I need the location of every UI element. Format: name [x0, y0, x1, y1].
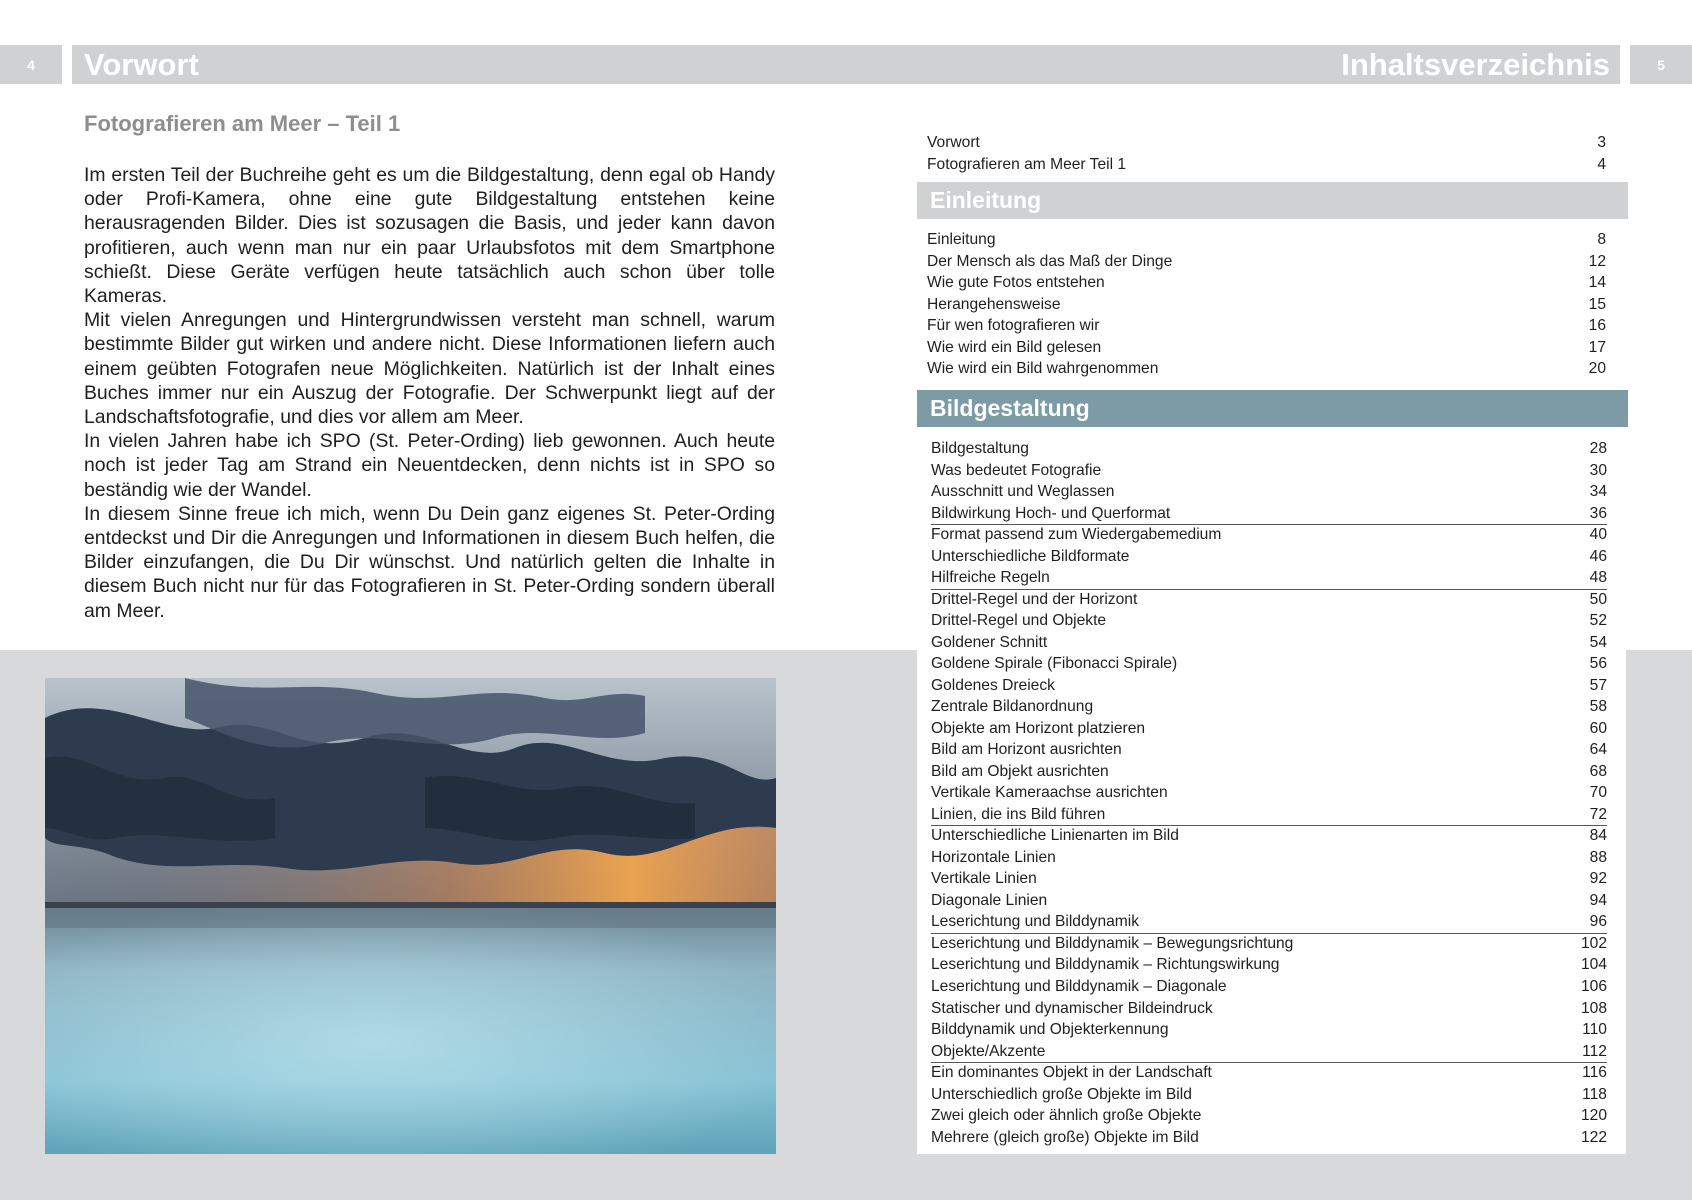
- toc-entry-page: 40: [1589, 526, 1607, 544]
- toc-entry[interactable]: [931, 1127, 1607, 1149]
- toc-entry-title: Bildwirkung Hoch- und Querformat: [931, 504, 1171, 522]
- toc-entry[interactable]: [931, 632, 1607, 654]
- toc-entry-title: Vertikale Linien: [931, 870, 1037, 888]
- toc-entry-title: Für wen fotografieren wir: [927, 317, 1100, 334]
- toc-entry-page: 116: [1582, 1064, 1607, 1082]
- toc-entry-page: 48: [1589, 569, 1607, 587]
- toc-entry[interactable]: [931, 933, 1607, 955]
- toc-section-header-einleitung: Einleitung: [917, 182, 1628, 219]
- toc-entry-page: 72: [1589, 805, 1607, 823]
- toc-entry[interactable]: [931, 653, 1607, 675]
- toc-entry-page: 8: [1597, 231, 1606, 248]
- toc-entry-title: Goldene Spirale (Fibonacci Spirale): [931, 655, 1178, 673]
- toc-entry-title: Wie gute Fotos entstehen: [927, 274, 1105, 291]
- foreword-paragraph: Mit vielen Anregungen und Hintergrundwissen versteht man schnell, warum bestimmte Bilder gut wirken und andere nicht. Diese Informationen liefern auch einem geübten Fotografen neue Möglichkeiten. Natürlich ist der Inhalt eines Buches immer nur ein Auszug der Fotografie. Der Schwerpunkt liegt auf der Landschaftsfotografie, und dies vor allem am Meer.: [84, 309, 775, 429]
- toc-entry-title: Wie wird ein Bild wahrgenommen: [927, 360, 1159, 377]
- toc-entry-title: Format passend zum Wiedergabemedium: [931, 526, 1222, 544]
- toc-entry-page: 3: [1597, 134, 1606, 151]
- toc-entry-title: Statischer und dynamischer Bildeindruck: [931, 999, 1213, 1017]
- toc-entry-title: Leserichtung und Bilddynamik: [931, 913, 1140, 931]
- toc-entry-title: Unterschiedliche Bildformate: [931, 547, 1130, 565]
- toc-entry-title: Fotografieren am Meer Teil 1: [927, 155, 1127, 173]
- toc-entry-title: Vorwort: [927, 134, 980, 151]
- toc-entry-page: 15: [1588, 295, 1606, 313]
- toc-entry-page: 57: [1589, 676, 1607, 694]
- toc-entry[interactable]: [927, 229, 1606, 251]
- toc-entry[interactable]: [931, 460, 1607, 482]
- toc-entry-title: Herangehensweise: [927, 295, 1061, 313]
- toc-entry-title: Mehrere (gleich große) Objekte im Bild: [931, 1128, 1199, 1146]
- toc-entry[interactable]: [931, 1084, 1607, 1106]
- foreword-paragraph: In diesem Sinne freue ich mich, wenn Du Dein ganz eigenes St. Peter-Ording entdeckst und Dir die Anregungen und Informationen in diesem Buch helfen, die Bilder einzufangen, die Du Dir wünschst. Und natürlich gelten die Inhalte in diesem Buch nicht nur für das Fotografieren in St. Peter-Ording sondern überall am Meer.: [84, 502, 775, 622]
- toc-entry-title: Diagonale Linien: [931, 891, 1048, 909]
- toc-entry[interactable]: [931, 1105, 1607, 1127]
- toc-entry-page: 122: [1580, 1128, 1607, 1146]
- toc-entry[interactable]: [931, 567, 1607, 590]
- toc-entry[interactable]: [927, 272, 1606, 294]
- toc-entry-page: 30: [1589, 461, 1607, 479]
- toc-entry[interactable]: [931, 438, 1607, 460]
- toc-entry-title: Vertikale Kameraachse ausrichten: [931, 784, 1168, 802]
- toc-entry[interactable]: [931, 976, 1607, 998]
- toc-entry-title: Bild am Objekt ausrichten: [931, 762, 1109, 780]
- toc-entry-page: 64: [1589, 741, 1607, 759]
- toc-entry-page: 70: [1589, 784, 1607, 802]
- seascape-photo-graphic: [45, 678, 776, 1154]
- toc-entry-page: 60: [1589, 719, 1607, 737]
- toc-entry-title: Horizontale Linien: [931, 848, 1056, 866]
- toc-entry-title: Zentrale Bildanordnung: [931, 698, 1094, 716]
- toc-section-header-bildgestaltung: Bildgestaltung: [917, 390, 1628, 427]
- toc-entry-title: Objekte/Akzente: [931, 1042, 1046, 1060]
- toc-entry-page: 36: [1589, 504, 1607, 522]
- toc-entry[interactable]: [931, 481, 1607, 503]
- toc-entry-title: Objekte am Horizont platzieren: [931, 719, 1146, 737]
- toc-entry-page: 68: [1589, 762, 1607, 780]
- toc-entry-page: 56: [1589, 655, 1607, 673]
- toc-entry-title: Leserichtung und Bilddynamik – Bewegungsrichtung: [931, 934, 1294, 952]
- toc-entry[interactable]: [927, 154, 1606, 176]
- toc-entry[interactable]: [931, 739, 1607, 761]
- toc-entry-title: Goldener Schnitt: [931, 633, 1048, 651]
- toc-entry-title: Leserichtung und Bilddynamik – Diagonale: [931, 978, 1227, 995]
- toc-entry[interactable]: [931, 998, 1607, 1020]
- foreword-subtitle: Fotografieren am Meer – Teil 1: [84, 111, 401, 136]
- toc-entry-title: Der Mensch als das Maß der Dinge: [927, 252, 1173, 270]
- toc-entry-title: Hilfreiche Regeln: [931, 569, 1050, 587]
- toc-entry[interactable]: [931, 675, 1607, 697]
- toc-entry[interactable]: [931, 825, 1607, 847]
- toc-entry-title: Unterschiedlich große Objekte im Bild: [931, 1085, 1192, 1103]
- toc-entry-page: 106: [1580, 978, 1607, 995]
- toc-entry-page: 104: [1580, 956, 1607, 974]
- toc-entry[interactable]: [931, 804, 1607, 827]
- toc-entry-title: Drittel-Regel und der Horizont: [931, 590, 1138, 608]
- toc-entry-title: Bild am Horizont ausrichten: [931, 741, 1122, 759]
- toc-entry-page: 92: [1589, 870, 1607, 888]
- toc-entry-page: 120: [1580, 1107, 1607, 1125]
- seascape-photo: [45, 678, 776, 1154]
- toc-entry[interactable]: [927, 294, 1606, 316]
- toc-entry-page: 112: [1582, 1042, 1607, 1060]
- right-page-title: Inhaltsverzeichnis: [1341, 47, 1610, 82]
- toc-entry-title: Leserichtung und Bilddynamik – Richtungswirkung: [931, 956, 1280, 974]
- toc-entry[interactable]: [931, 1019, 1607, 1041]
- foreword-paragraph: Im ersten Teil der Buchreihe geht es um die Bildgestaltung, denn egal ob Handy oder Profi-Kamera, ohne eine gute Bildgestaltung entstehen keine herausragenden Bilder. Dies ist sozusagen die Basis, und jeder kann davon profitieren, auch wenn man nur ein paar Urlaubsfotos mit dem Smartphone schießt. Diese Geräte verfügen heute tatsächlich auch schon über tolle Kameras.: [84, 164, 775, 308]
- toc-entry-page: 96: [1589, 913, 1607, 931]
- toc-entry-page: 84: [1589, 827, 1607, 845]
- toc-entry[interactable]: [927, 132, 1606, 154]
- left-page-title: Vorwort: [84, 47, 199, 82]
- toc-entry-page: 58: [1589, 698, 1607, 716]
- toc-entry[interactable]: [931, 503, 1607, 526]
- toc-entry[interactable]: [931, 761, 1607, 783]
- toc-entry-title: Ausschnitt und Weglassen: [931, 483, 1115, 501]
- toc-entry-page: 108: [1580, 999, 1607, 1017]
- toc-entry-page: 54: [1589, 633, 1607, 651]
- toc-entry[interactable]: [931, 524, 1607, 546]
- toc-entry-page: 12: [1588, 252, 1606, 270]
- toc-entry-title: Linien, die ins Bild führen: [931, 805, 1106, 823]
- toc-entry-title: Was bedeutet Fotografie: [931, 461, 1102, 479]
- toc-entry-page: 17: [1588, 338, 1606, 356]
- toc-entry[interactable]: [931, 1041, 1607, 1064]
- toc-entry[interactable]: [931, 782, 1607, 804]
- toc-entry-page: 118: [1582, 1085, 1607, 1103]
- toc-entry-title: Goldenes Dreieck: [931, 676, 1055, 694]
- toc-entry[interactable]: [931, 610, 1607, 632]
- toc-entry[interactable]: [927, 358, 1606, 380]
- toc-entry-page: 102: [1580, 934, 1607, 952]
- toc-entry-title: Unterschiedliche Linienarten im Bild: [931, 827, 1179, 845]
- toc-entry-page: 88: [1589, 848, 1607, 866]
- toc-entry[interactable]: [927, 251, 1606, 273]
- toc-entry-page: 16: [1588, 317, 1606, 334]
- toc-entry-title: Bilddynamik und Objekterkennung: [931, 1021, 1169, 1039]
- toc-entry-page: 28: [1589, 440, 1607, 457]
- toc-entry-page: 4: [1597, 155, 1606, 173]
- toc-entry[interactable]: [927, 315, 1606, 337]
- toc-entry[interactable]: [931, 847, 1607, 869]
- toc-entry-title: Einleitung: [927, 231, 996, 248]
- toc-entry-page: 94: [1589, 891, 1607, 909]
- right-page-number: 5: [1630, 45, 1692, 84]
- toc-entry[interactable]: [931, 1062, 1607, 1084]
- toc-entry[interactable]: [931, 890, 1607, 912]
- toc-entry-page: 20: [1588, 360, 1606, 377]
- left-page-number: 4: [0, 45, 62, 84]
- foreword-body: [84, 163, 775, 623]
- toc-entry[interactable]: [931, 954, 1607, 976]
- toc-entry[interactable]: [931, 911, 1607, 934]
- toc-entry[interactable]: [931, 718, 1607, 740]
- toc-entry-title: Zwei gleich oder ähnlich große Objekte: [931, 1107, 1202, 1125]
- toc-entry-title: Drittel-Regel und Objekte: [931, 612, 1107, 630]
- toc-entry[interactable]: [931, 589, 1607, 611]
- toc-entry-page: 46: [1589, 547, 1607, 565]
- toc-entry-title: Wie wird ein Bild gelesen: [927, 338, 1102, 356]
- toc-entry-title: Ein dominantes Objekt in der Landschaft: [931, 1064, 1212, 1082]
- toc-entry[interactable]: [931, 868, 1607, 890]
- toc-entry[interactable]: [931, 546, 1607, 568]
- toc-entry-page: 52: [1589, 612, 1607, 630]
- toc-entry[interactable]: [927, 337, 1606, 359]
- toc-entry-page: 14: [1588, 274, 1606, 291]
- foreword-paragraph: In vielen Jahren habe ich SPO (St. Peter-Ording) lieb gewonnen. Auch heute noch ist jeder Tag am Strand ein Neuentdecken, denn nichts ist in SPO so beständig wie der Wandel.: [84, 430, 775, 501]
- toc-entry[interactable]: [931, 696, 1607, 718]
- toc-entry-page: 110: [1582, 1021, 1607, 1039]
- toc-entry-title: Bildgestaltung: [931, 440, 1029, 457]
- toc-entry-page: 50: [1589, 590, 1607, 608]
- toc-entry-page: 34: [1589, 483, 1607, 501]
